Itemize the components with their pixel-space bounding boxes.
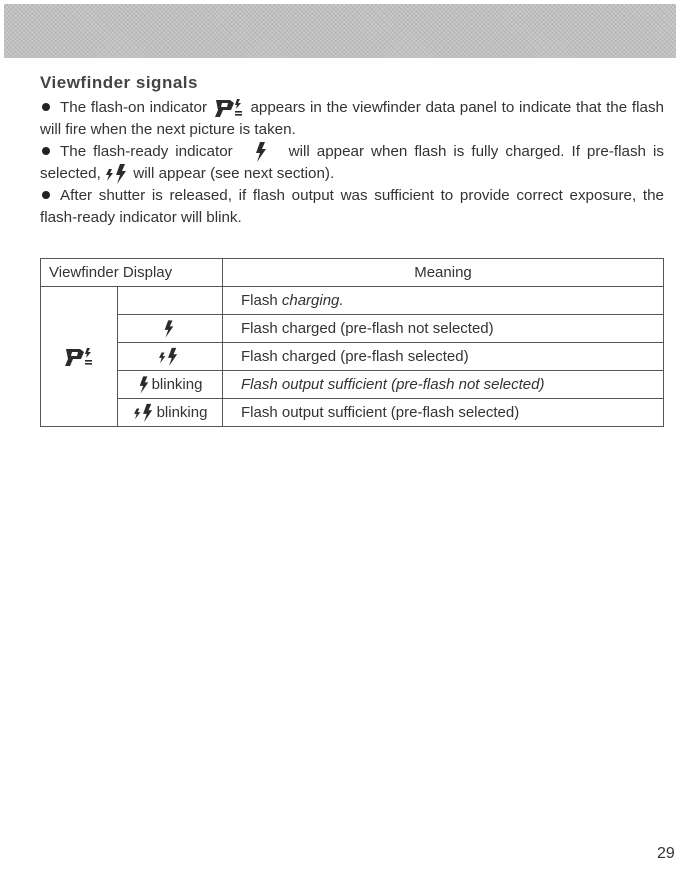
display-cell bbox=[118, 399, 223, 427]
page-number: 29 bbox=[657, 845, 675, 862]
meaning-cell: Flash charged (pre-flash not selected) bbox=[223, 315, 664, 343]
paragraph-text: After shutter is released, if flash output was sufficient to provide correct exposure, the flash-ready indicator will blink. bbox=[40, 187, 664, 227]
display-blinking-label: blinking bbox=[151, 375, 203, 393]
paragraph-text: The flash-ready indicator bbox=[60, 143, 233, 161]
flash-ready-indicator-icon bbox=[163, 319, 175, 339]
meaning-cell: Flash charged (pre-flash selected) bbox=[223, 343, 664, 371]
table-row bbox=[41, 343, 664, 371]
header-meaning: Meaning bbox=[223, 259, 664, 287]
viewfinder-signals-table bbox=[40, 258, 664, 427]
meaning-cell: Flash charging. bbox=[223, 287, 664, 315]
display-cell-empty bbox=[118, 287, 223, 315]
pre-flash-ready-indicator-icon bbox=[105, 163, 129, 185]
pre-flash-ready-indicator-icon bbox=[133, 403, 155, 423]
paragraph-flash-on bbox=[40, 97, 664, 141]
header-band bbox=[4, 4, 676, 58]
paragraph-text: appears in the viewfinder data panel to indicate that the flash will fire when the next picture is taken. bbox=[40, 99, 664, 139]
table-row bbox=[41, 287, 664, 315]
paragraph-text: will appear when flash is fully charged. If pre-flash is selected, bbox=[40, 143, 664, 183]
bullet-icon bbox=[42, 103, 50, 111]
header-viewfinder-display: Viewfinder Display bbox=[41, 259, 223, 287]
meaning-cell: Flash output sufficient (pre-flash selected) bbox=[223, 399, 664, 427]
flash-on-indicator-icon bbox=[212, 97, 246, 119]
paragraph-text: The flash-on indicator bbox=[60, 99, 208, 117]
paragraph-text: will appear (see next section). bbox=[133, 165, 335, 183]
table-row bbox=[41, 399, 664, 427]
table-row bbox=[41, 371, 664, 399]
bullet-icon bbox=[42, 147, 50, 155]
paragraph-blink bbox=[40, 185, 664, 229]
table-header-row bbox=[41, 259, 664, 287]
meaning-cell: Flash output sufficient (pre-flash not selected) bbox=[223, 371, 664, 399]
paragraph-flash-ready bbox=[40, 141, 664, 185]
bullet-icon bbox=[42, 191, 50, 199]
section-title: Viewfinder signals bbox=[40, 73, 198, 92]
flash-ready-indicator-icon bbox=[138, 375, 150, 395]
display-cell bbox=[118, 315, 223, 343]
table-row bbox=[41, 315, 664, 343]
flash-on-indicator-icon bbox=[62, 345, 96, 369]
body-text bbox=[40, 97, 664, 229]
display-cell bbox=[118, 343, 223, 371]
pre-flash-ready-indicator-icon bbox=[158, 347, 180, 367]
main-indicator-cell bbox=[41, 287, 118, 427]
display-cell bbox=[118, 371, 223, 399]
flash-ready-indicator-icon bbox=[254, 141, 268, 163]
display-blinking-label: blinking bbox=[156, 403, 208, 421]
